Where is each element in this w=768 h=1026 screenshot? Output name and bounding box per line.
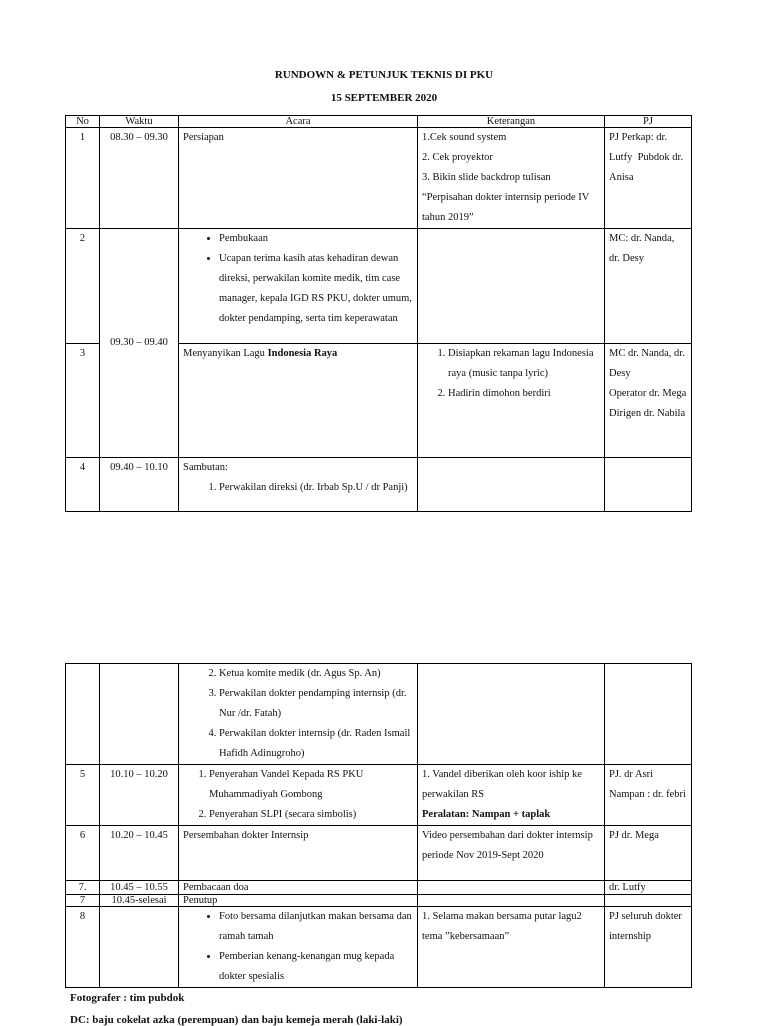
row-waktu: 10.45 – 10.55 — [100, 881, 179, 895]
document-date: 15 SEPTEMBER 2020 — [330, 92, 438, 104]
row-acara: Persiapan — [179, 128, 418, 229]
row-acara: Menyanyikan Lagu Indonesia Raya — [179, 344, 418, 458]
table-row — [66, 826, 692, 881]
row-acara: Penutup — [179, 895, 418, 907]
header-waktu: Waktu — [100, 116, 179, 128]
row-keterangan: 1. Vandel diberikan oleh koor iship ke perwakilan RS Peralatan: Nampan + taplak — [418, 765, 605, 826]
row-pj — [605, 458, 692, 512]
row-acara: 1. Penyerahan Vandel Kepada RS PKU Muhammadiyah Gombong 2. Penyerahan SLPI (secara simbolis) — [179, 765, 418, 826]
table-row — [66, 895, 692, 907]
row-keterangan — [418, 895, 605, 907]
document-title: RUNDOWN & PETUNJUK TEKNIS DI PKU — [274, 69, 494, 81]
row-pj — [605, 664, 692, 765]
row-no: 2 — [66, 229, 100, 344]
row-no: 7. — [66, 881, 100, 895]
row-keterangan — [418, 881, 605, 895]
header-pj: PJ — [605, 116, 692, 128]
row-no: 7 — [66, 895, 100, 907]
row-keterangan — [418, 664, 605, 765]
row-no: 4 — [66, 458, 100, 512]
row-no: 6 — [66, 826, 100, 881]
row-pj: dr. Lutfy — [605, 881, 692, 895]
row-pj: PJ Perkap: dr. Lutfy Pubdok dr. Anisa — [605, 128, 692, 229]
row-keterangan: 1. Selama makan bersama putar lagu2 tema ”kebersamaan” — [418, 907, 605, 988]
footer-dresscode: DC: baju cokelat azka (perempuan) dan baju kemeja merah (laki-laki) — [70, 1014, 403, 1026]
table-header-row — [66, 116, 692, 128]
row-keterangan: Video persembahan dari dokter internsip periode Nov 2019-Sept 2020 — [418, 826, 605, 881]
rundown-table-page2 — [65, 663, 692, 988]
row-no: 1 — [66, 128, 100, 229]
row-keterangan — [418, 229, 605, 344]
row-waktu: 10.20 – 10.45 — [100, 826, 179, 881]
table-row — [66, 907, 692, 988]
row-no: 3 — [66, 344, 100, 458]
row-waktu: 10.10 – 10.20 — [100, 765, 179, 826]
row-waktu — [100, 664, 179, 765]
row-keterangan — [418, 458, 605, 512]
row-pj: PJ dr. Mega — [605, 826, 692, 881]
row-keterangan: 1.Cek sound system 2. Cek proyektor 3. Bikin slide backdrop tulisan “Perpisahan dokter internsip periode IV tahun 2019” — [418, 128, 605, 229]
header-keterangan: Keterangan — [418, 116, 605, 128]
row-keterangan: 1. Disiapkan rekaman lagu Indonesia raya (music tanpa lyric) 2. Hadirin dimohon berdiri — [418, 344, 605, 458]
row-pj: PJ. dr Asri Nampan : dr. febri — [605, 765, 692, 826]
header-acara: Acara — [179, 116, 418, 128]
row-waktu: 08.30 – 09.30 — [100, 128, 179, 229]
row-no — [66, 664, 100, 765]
row-no: 8 — [66, 907, 100, 988]
row-acara: Pembacaan doa — [179, 881, 418, 895]
row-pj: PJ seluruh dokter internship — [605, 907, 692, 988]
row-waktu: 09.30 – 09.40 — [100, 229, 179, 458]
table-row — [66, 229, 692, 344]
row-acara: Sambutan: 1. Perwakilan direksi (dr. Irbab Sp.U / dr Panji) — [179, 458, 418, 512]
table-row — [66, 458, 692, 512]
row-pj — [605, 895, 692, 907]
table-row — [66, 765, 692, 826]
row-no: 5 — [66, 765, 100, 826]
row-acara: Persembahan dokter Internsip — [179, 826, 418, 881]
header-no: No — [66, 116, 100, 128]
row-pj: MC dr. Nanda, dr. Desy Operator dr. Mega Dirigen dr. Nabila — [605, 344, 692, 458]
rundown-table-page1 — [65, 115, 692, 512]
table-row — [66, 128, 692, 229]
row-acara: • Pembukaan • Ucapan terima kasih atas kehadiran dewan direksi, perwakilan komite medik, tim case manager, kepala IGD RS PKU, dokter umum, dokter pendamping, serta tim keperawatan — [179, 229, 418, 344]
footer-fotografer: Fotografer : tim pubdok — [70, 992, 185, 1004]
table-row — [66, 664, 692, 765]
table-row — [66, 881, 692, 895]
row-waktu: 10.45-selesai — [100, 895, 179, 907]
row-acara: • Foto bersama dilanjutkan makan bersama dan ramah tamah • Pemberian kenang-kenangan mug kepada dokter spesialis — [179, 907, 418, 988]
row-pj: MC: dr. Nanda, dr. Desy — [605, 229, 692, 344]
row-waktu: 09.40 – 10.10 — [100, 458, 179, 512]
row-waktu — [100, 907, 179, 988]
row-acara: 2. Ketua komite medik (dr. Agus Sp. An) 3. Perwakilan dokter pendamping internsip (dr. Nur /dr. Fatah) 4. Perwakilan dokter internsip (dr. Raden Ismail Hafidh Adinugroho) — [179, 664, 418, 765]
